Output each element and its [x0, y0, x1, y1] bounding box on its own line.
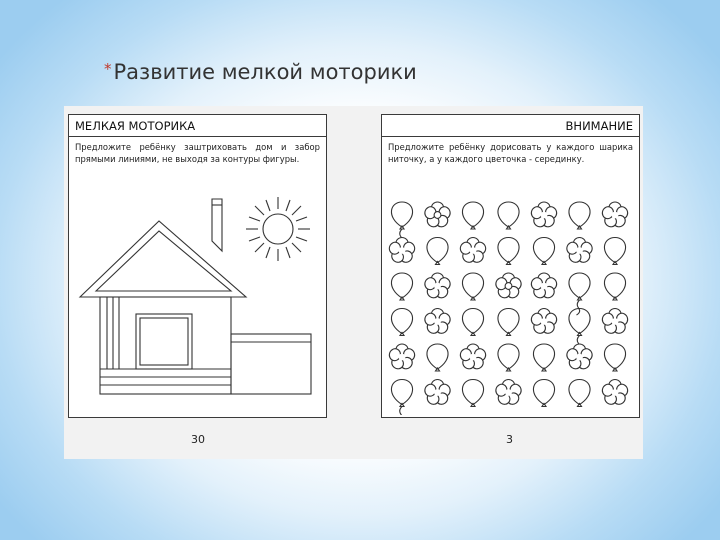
- balloon: [604, 238, 625, 265]
- flower-with-center: [423, 202, 451, 229]
- balloon: [498, 309, 519, 336]
- balloon: [604, 344, 625, 371]
- fine-motor-header: МЕЛКАЯ МОТОРИКА: [69, 115, 326, 137]
- balloon: [462, 309, 483, 336]
- house-illustration: [69, 195, 325, 410]
- slide-title: [104, 60, 417, 84]
- balloon: [498, 238, 519, 265]
- roof-drawing: [80, 221, 246, 297]
- balloon-flower-grid: [382, 193, 638, 415]
- balloon: [498, 202, 519, 229]
- fine-motor-panel: [68, 114, 327, 418]
- flower: [459, 238, 487, 265]
- workbook-spread: [64, 106, 643, 459]
- flower: [530, 309, 558, 336]
- balloon: [462, 202, 483, 229]
- flower: [530, 202, 558, 229]
- chimney-drawing: [212, 199, 222, 251]
- balloon: [462, 380, 483, 407]
- flower: [601, 380, 629, 407]
- left-page-number: 30: [191, 433, 205, 446]
- sun-drawing: [246, 197, 310, 261]
- attention-header: ВНИМАНИЕ: [382, 115, 639, 137]
- balloon: [604, 273, 625, 300]
- balloon: [391, 273, 412, 300]
- balloon: [427, 238, 448, 265]
- balloon: [569, 202, 590, 229]
- title-bullet: *: [104, 60, 112, 78]
- slide-title-text: Развитие мелкой моторики: [113, 60, 417, 84]
- balloon: [391, 309, 412, 336]
- flower: [601, 309, 629, 336]
- flower: [423, 309, 451, 336]
- flower: [494, 380, 522, 407]
- flower-with-center: [494, 273, 522, 300]
- balloon: [427, 344, 448, 371]
- balloon: [533, 380, 554, 407]
- attention-panel: [381, 114, 640, 418]
- fence-drawing: [231, 334, 311, 394]
- flower: [388, 238, 416, 265]
- flower: [423, 380, 451, 407]
- balloon: [569, 380, 590, 407]
- balloon: [533, 344, 554, 371]
- flower: [530, 273, 558, 300]
- flower: [388, 344, 416, 371]
- balloon: [462, 273, 483, 300]
- fine-motor-instruction: Предложите ребёнку заштриховать дом и забор прямыми линиями, не выходя за контуры фигуры.: [75, 142, 320, 164]
- flower: [423, 273, 451, 300]
- right-page-number: 3: [506, 433, 513, 446]
- flower: [459, 344, 487, 371]
- balloon: [533, 238, 554, 265]
- balloon: [498, 344, 519, 371]
- flower: [565, 238, 593, 265]
- balloon-with-string: [391, 380, 412, 416]
- flower: [601, 202, 629, 229]
- window-drawing: [136, 314, 192, 369]
- flower: [565, 344, 593, 371]
- attention-instruction: Предложите ребёнку дорисовать у каждого шарика ниточку, а у каждого цветочка - серединку.: [388, 142, 633, 164]
- house-walls-drawing: [100, 297, 231, 394]
